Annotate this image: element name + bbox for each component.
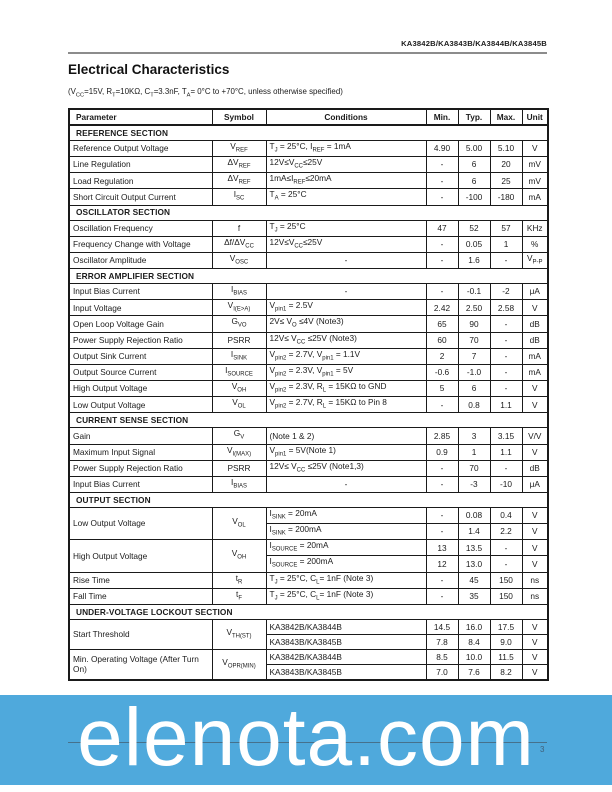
symbol-cell: $I_{BIAS}$ <box>212 476 266 492</box>
table-row <box>69 189 548 205</box>
symbol-cell: PSRR <box>212 460 266 476</box>
symbol-cell: $I_{SOURCE}$ <box>212 364 266 380</box>
section-title: CURRENT SENSE SECTION <box>69 413 548 428</box>
section-header-row <box>69 492 548 507</box>
table-row <box>69 381 548 397</box>
parameter-cell: Frequency Change with Voltage <box>69 236 212 252</box>
unit-cell: V <box>522 381 548 397</box>
condition-cell: $I_{SOURCE} = 20mA$ <box>266 540 426 556</box>
unit-cell: V <box>522 649 548 664</box>
table-row <box>69 173 548 189</box>
max-cell: - <box>490 316 522 332</box>
parameter-cell: Input Bias Current <box>69 476 212 492</box>
max-cell: - <box>490 252 522 268</box>
condition-cell: $V_{pin2} = 2.3V$, $V_{pin1} = 5V$ <box>266 364 426 380</box>
condition-cell: $T_J = 25^\circ C$ <box>266 220 426 236</box>
table-row <box>69 348 548 364</box>
max-cell: 11.5 <box>490 649 522 664</box>
condition-cell: $12V\le V_{CC}\le 25V$ <box>266 236 426 252</box>
typ-cell: 45 <box>458 572 490 588</box>
parameter-cell: Maximum Input Signal <box>69 444 212 460</box>
condition-cell: $12V\le V_{CC}\le 25V$ <box>266 157 426 173</box>
electrical-characteristics-table-container <box>68 108 549 681</box>
unit-cell: V <box>522 397 548 413</box>
max-cell: -10 <box>490 476 522 492</box>
unit-cell: dB <box>522 332 548 348</box>
parameter-cell: Fall Time <box>69 588 212 604</box>
typ-cell: -0.1 <box>458 284 490 300</box>
section-title: OSCILLATOR SECTION <box>69 205 548 220</box>
table-row <box>69 141 548 157</box>
symbol-cell: f <box>212 220 266 236</box>
condition-cell: (Note 1 & 2) <box>266 428 426 444</box>
col-header-conditions: Conditions <box>266 109 426 125</box>
symbol-cell: $V_{TH(ST)}$ <box>212 619 266 649</box>
condition-cell: $12V\le V_{CC} \le 25V$ (Note3) <box>266 332 426 348</box>
typ-cell: 8.4 <box>458 634 490 649</box>
typ-cell: 0.05 <box>458 236 490 252</box>
typ-cell: 2.50 <box>458 300 490 316</box>
typ-cell: 0.8 <box>458 397 490 413</box>
table-row <box>69 428 548 444</box>
typ-cell: 7.6 <box>458 664 490 680</box>
max-cell: 150 <box>490 572 522 588</box>
unit-cell: V <box>522 540 548 556</box>
min-cell: 2.85 <box>426 428 458 444</box>
condition-cell: $V_{pin2} = 2.3V$, $R_L = 15K\Omega$ to GND <box>266 381 426 397</box>
min-cell: 7.0 <box>426 664 458 680</box>
typ-cell: 16.0 <box>458 619 490 634</box>
min-cell: 2.42 <box>426 300 458 316</box>
table-row <box>69 619 548 634</box>
typ-cell: 6 <box>458 381 490 397</box>
max-cell: 1 <box>490 236 522 252</box>
condition-cell: $12V\le V_{CC} \le 25V$ (Note1,3) <box>266 460 426 476</box>
min-cell: - <box>426 572 458 588</box>
unit-cell: μA <box>522 476 548 492</box>
condition-cell: $I_{SOURCE} = 200mA$ <box>266 556 426 572</box>
parameter-cell: High Output Voltage <box>69 540 212 572</box>
parameter-cell: Input Bias Current <box>69 284 212 300</box>
condition-cell: $V_{pin1}$ = 5V(Note 1) <box>266 444 426 460</box>
watermark-text: elenota.com <box>77 692 535 783</box>
max-cell: 1.1 <box>490 397 522 413</box>
typ-cell: 5.00 <box>458 141 490 157</box>
min-cell: - <box>426 189 458 205</box>
min-cell: 4.90 <box>426 141 458 157</box>
parameter-cell: Open Loop Voltage Gain <box>69 316 212 332</box>
max-cell: 2.2 <box>490 524 522 540</box>
section-title: UNDER-VOLTAGE LOCKOUT SECTION <box>69 604 548 619</box>
max-cell: 8.2 <box>490 664 522 680</box>
col-header-max: Max. <box>490 109 522 125</box>
typ-cell: 70 <box>458 460 490 476</box>
max-cell: 25 <box>490 173 522 189</box>
page-number: 3 <box>540 745 545 754</box>
min-cell: 5 <box>426 381 458 397</box>
typ-cell: 90 <box>458 316 490 332</box>
parameter-cell: Power Supply Rejection Ratio <box>69 460 212 476</box>
section-header-row <box>69 205 548 220</box>
symbol-cell: $G_{VO}$ <box>212 316 266 332</box>
condition-cell: $2V\le V_O \le 4V$ (Note3) <box>266 316 426 332</box>
min-cell: - <box>426 476 458 492</box>
typ-cell: 13.0 <box>458 556 490 572</box>
max-cell: 1.1 <box>490 444 522 460</box>
watermark-banner <box>0 692 612 785</box>
unit-cell: ns <box>522 572 548 588</box>
condition-cell: $T_A = 25^\circ C$ <box>266 189 426 205</box>
section-title: OUTPUT SECTION <box>69 492 548 507</box>
symbol-cell: $\Delta V_{REF}$ <box>212 173 266 189</box>
max-cell: -2 <box>490 284 522 300</box>
condition-cell: $T_J = 25^\circ C$, $C_L= 1nF$ (Note 3) <box>266 572 426 588</box>
min-cell: - <box>426 173 458 189</box>
col-header-unit: Unit <box>522 109 548 125</box>
condition-cell: - <box>266 284 426 300</box>
condition-cell: $T_J = 25^\circ C$, $C_L= 1nF$ (Note 3) <box>266 588 426 604</box>
parameter-cell: Short Circuit Output Current <box>69 189 212 205</box>
unit-cell: V <box>522 524 548 540</box>
symbol-cell: $t_F$ <box>212 588 266 604</box>
unit-cell: dB <box>522 316 548 332</box>
condition-cell: - <box>266 252 426 268</box>
col-header-parameter: Parameter <box>69 109 212 125</box>
table-row <box>69 364 548 380</box>
table-body <box>69 125 548 680</box>
max-cell: 2.58 <box>490 300 522 316</box>
min-cell: 47 <box>426 220 458 236</box>
max-cell: - <box>490 540 522 556</box>
unit-cell: mA <box>522 348 548 364</box>
min-cell: - <box>426 157 458 173</box>
max-cell: 5.10 <box>490 141 522 157</box>
min-cell: 14.5 <box>426 619 458 634</box>
symbol-cell: $V_{OL}$ <box>212 397 266 413</box>
table-row <box>69 220 548 236</box>
max-cell: 0.4 <box>490 507 522 523</box>
typ-cell: 1 <box>458 444 490 460</box>
table-row <box>69 300 548 316</box>
parameter-cell: Rise Time <box>69 572 212 588</box>
min-cell: 13 <box>426 540 458 556</box>
min-cell: - <box>426 284 458 300</box>
condition-cell: $V_{pin2} = 2.7V$, $V_{pin1} = 1.1V$ <box>266 348 426 364</box>
parameter-cell: Oscillation Frequency <box>69 220 212 236</box>
symbol-cell: $I_{SC}$ <box>212 189 266 205</box>
unit-cell: V <box>522 664 548 680</box>
parameter-cell: High Output Voltage <box>69 381 212 397</box>
typ-cell: 7 <box>458 348 490 364</box>
symbol-cell: PSRR <box>212 332 266 348</box>
min-cell: - <box>426 507 458 523</box>
symbol-cell: $V_{OL}$ <box>212 507 266 539</box>
symbol-cell: $V_{OH}$ <box>212 381 266 397</box>
unit-cell: dB <box>522 460 548 476</box>
unit-cell: KHz <box>522 220 548 236</box>
condition-cell: $I_{SINK} = 200mA$ <box>266 524 426 540</box>
symbol-cell: $t_R$ <box>212 572 266 588</box>
unit-cell: mA <box>522 189 548 205</box>
unit-cell: $V_{P-P}$ <box>522 252 548 268</box>
symbol-cell: $V_{I(E>A)}$ <box>212 300 266 316</box>
unit-cell: mV <box>522 157 548 173</box>
col-header-min: Min. <box>426 109 458 125</box>
table-row <box>69 236 548 252</box>
unit-cell: % <box>522 236 548 252</box>
parameter-cell: Output Sink Current <box>69 348 212 364</box>
typ-cell: 6 <box>458 157 490 173</box>
typ-cell: 52 <box>458 220 490 236</box>
parameter-cell: Output Source Current <box>69 364 212 380</box>
parameter-cell: Load Regulation <box>69 173 212 189</box>
table-row <box>69 572 548 588</box>
condition-cell: $V_{pin2} = 2.7V$, $R_L = 15K\Omega$ to Pin 8 <box>266 397 426 413</box>
condition-cell: $1mA\le I_{REF}\le 20mA$ <box>266 173 426 189</box>
max-cell: - <box>490 332 522 348</box>
condition-cell: $I_{SINK} = 20mA$ <box>266 507 426 523</box>
max-cell: - <box>490 348 522 364</box>
typ-cell: -100 <box>458 189 490 205</box>
parameter-cell: Min. Operating Voltage (After Turn On) <box>69 649 212 680</box>
section-title: ERROR AMPLIFIER SECTION <box>69 269 548 284</box>
max-cell: 20 <box>490 157 522 173</box>
typ-cell: -1.0 <box>458 364 490 380</box>
min-cell: - <box>426 252 458 268</box>
unit-cell: V <box>522 619 548 634</box>
typ-cell: 1.6 <box>458 252 490 268</box>
unit-cell: V/V <box>522 428 548 444</box>
condition-cell: KA3842B/KA3844B <box>266 649 426 664</box>
unit-cell: V <box>522 444 548 460</box>
parameter-cell: Low Output Voltage <box>69 397 212 413</box>
min-cell: 0.9 <box>426 444 458 460</box>
table-row <box>69 476 548 492</box>
parameter-cell: Start Threshold <box>69 619 212 649</box>
table-row <box>69 540 548 556</box>
min-cell: - <box>426 236 458 252</box>
max-cell: - <box>490 364 522 380</box>
unit-cell: ns <box>522 588 548 604</box>
max-cell: -180 <box>490 189 522 205</box>
section-header-row <box>69 604 548 619</box>
symbol-cell: $I_{SINK}$ <box>212 348 266 364</box>
max-cell: 150 <box>490 588 522 604</box>
max-cell: 17.5 <box>490 619 522 634</box>
table-row <box>69 460 548 476</box>
max-cell: - <box>490 556 522 572</box>
condition-cell: $V_{pin1} = 2.5V$ <box>266 300 426 316</box>
parameter-cell: Reference Output Voltage <box>69 141 212 157</box>
max-cell: - <box>490 381 522 397</box>
min-cell: - <box>426 588 458 604</box>
unit-cell: V <box>522 141 548 157</box>
parameter-cell: Line Regulation <box>69 157 212 173</box>
symbol-cell: $V_{OH}$ <box>212 540 266 572</box>
typ-cell: 13.5 <box>458 540 490 556</box>
parameter-cell: Oscillator Amplitude <box>69 252 212 268</box>
condition-cell: - <box>266 476 426 492</box>
header-rule <box>68 52 547 54</box>
max-cell: 57 <box>490 220 522 236</box>
typ-cell: -3 <box>458 476 490 492</box>
typ-cell: 0.08 <box>458 507 490 523</box>
parameter-cell: Power Supply Rejection Ratio <box>69 332 212 348</box>
max-cell: 9.0 <box>490 634 522 649</box>
parameter-cell: Input Voltage <box>69 300 212 316</box>
table-row <box>69 284 548 300</box>
condition-cell: KA3843B/KA3845B <box>266 634 426 649</box>
table-row <box>69 444 548 460</box>
parameter-cell: Low Output Voltage <box>69 507 212 539</box>
test-conditions-note: ($V_{CC}=15V$, $R_T=10K\Omega$, $C_T=3.3nF$, $T_A= 0^\circ C$ to +70°C, unless otherwise specified) <box>68 87 343 99</box>
min-cell: -0.6 <box>426 364 458 380</box>
col-header-symbol: Symbol <box>212 109 266 125</box>
min-cell: 7.8 <box>426 634 458 649</box>
section-title: REFERENCE SECTION <box>69 125 548 141</box>
typ-cell: 10.0 <box>458 649 490 664</box>
part-number-header: KA3842B/KA3843B/KA3844B/KA3845B <box>401 39 547 48</box>
symbol-cell: $V_{OPR(MIN)}$ <box>212 649 266 680</box>
col-header-typ: Typ. <box>458 109 490 125</box>
typ-cell: 35 <box>458 588 490 604</box>
unit-cell: V <box>522 507 548 523</box>
parameter-cell: Gain <box>69 428 212 444</box>
unit-cell: V <box>522 556 548 572</box>
symbol-cell: $V_{REF}$ <box>212 141 266 157</box>
table-header-row <box>69 109 548 125</box>
max-cell: - <box>490 460 522 476</box>
table-row <box>69 332 548 348</box>
unit-cell: mV <box>522 173 548 189</box>
section-header-row <box>69 269 548 284</box>
table-row <box>69 252 548 268</box>
typ-cell: 3 <box>458 428 490 444</box>
symbol-cell: $G_V$ <box>212 428 266 444</box>
unit-cell: V <box>522 634 548 649</box>
table-row <box>69 588 548 604</box>
symbol-cell: $\Delta f/\Delta V_{CC}$ <box>212 236 266 252</box>
symbol-cell: $V_{OSC}$ <box>212 252 266 268</box>
section-header-row <box>69 413 548 428</box>
min-cell: 12 <box>426 556 458 572</box>
typ-cell: 1.4 <box>458 524 490 540</box>
unit-cell: mA <box>522 364 548 380</box>
section-header-row <box>69 125 548 141</box>
table-row <box>69 397 548 413</box>
min-cell: - <box>426 460 458 476</box>
typ-cell: 70 <box>458 332 490 348</box>
typ-cell: 6 <box>458 173 490 189</box>
min-cell: 2 <box>426 348 458 364</box>
table-row <box>69 316 548 332</box>
unit-cell: V <box>522 300 548 316</box>
table-header <box>69 109 548 125</box>
min-cell: 60 <box>426 332 458 348</box>
condition-cell: $T_J = 25^\circ C$, $I_{REF} = 1mA$ <box>266 141 426 157</box>
unit-cell: μA <box>522 284 548 300</box>
symbol-cell: $\Delta V_{REF}$ <box>212 157 266 173</box>
max-cell: 3.15 <box>490 428 522 444</box>
condition-cell: KA3843B/KA3845B <box>266 664 426 680</box>
symbol-cell: $I_{BIAS}$ <box>212 284 266 300</box>
min-cell: - <box>426 397 458 413</box>
table-row <box>69 649 548 664</box>
min-cell: - <box>426 524 458 540</box>
min-cell: 65 <box>426 316 458 332</box>
symbol-cell: $V_{I(MAX)}$ <box>212 444 266 460</box>
electrical-characteristics-table <box>68 108 549 681</box>
table-row <box>69 507 548 523</box>
page-title: Electrical Characteristics <box>68 62 230 77</box>
min-cell: 8.5 <box>426 649 458 664</box>
table-row <box>69 157 548 173</box>
condition-cell: KA3842B/KA3844B <box>266 619 426 634</box>
